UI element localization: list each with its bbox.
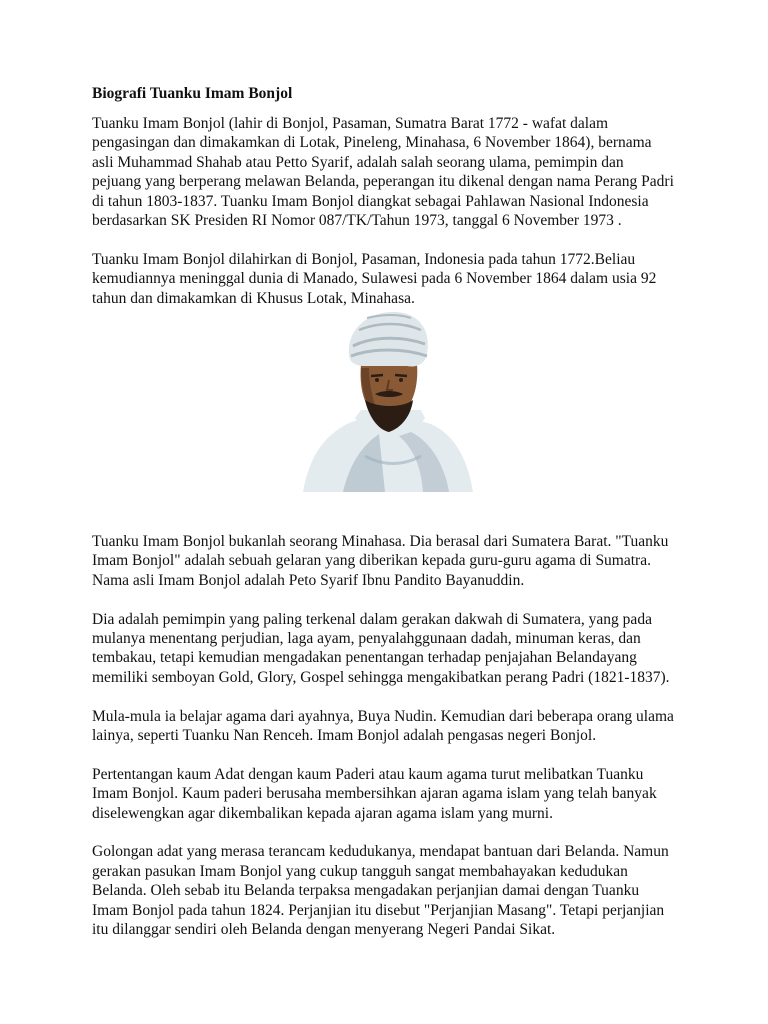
text-line: Dia adalah pemimpin yang paling terkenal dalam gerakan dakwah di Sumatera, yang pada bbox=[92, 610, 652, 628]
paragraph-5 bbox=[92, 707, 692, 746]
text-line: kemudiannya meninggal dunia di Manado, Sulawesi pada 6 November 1864 dalam usia 92 bbox=[92, 270, 657, 288]
portrait-illustration-icon bbox=[303, 306, 473, 492]
document-title: Biografi Tuanku Imam Bonjol bbox=[92, 85, 293, 102]
text-line: Tuanku Imam Bonjol bukanlah seorang Minahasa. Dia berasal dari Sumatera Barat. "Tuanku bbox=[92, 533, 669, 551]
text-line: Tuanku Imam Bonjol dilahirkan di Bonjol, Pasaman, Indonesia pada tahun 1772.Beliau bbox=[92, 250, 636, 268]
text-line: mulanya menentang perjudian, laga ayam, penyalahggunaan dadah, minuman keras, dan bbox=[92, 630, 641, 648]
text-line: gerakan pasukan Imam Bonjol yang cukup tangguh sangat membahayakan kedudukan bbox=[92, 862, 628, 880]
text-line: diselewengkan agar dikembalikan kepada ajaran agama islam yang murni. bbox=[92, 804, 553, 822]
paragraph-7 bbox=[92, 842, 692, 939]
text-line: Imam Bonjol. Kaum paderi berusaha membersihkan ajaran agama islam yang telah banyak bbox=[92, 785, 657, 803]
paragraph-3 bbox=[92, 532, 692, 590]
text-line: pejuang yang berperang melawan Belanda, peperangan itu dikenal dengan nama Perang Padri bbox=[92, 173, 674, 191]
text-line: berdasarkan SK Presiden RI Nomor 087/TK/Tahun 1973, tanggal 6 November 1973 . bbox=[92, 212, 622, 230]
paragraph-6 bbox=[92, 765, 692, 823]
portrait-image bbox=[303, 306, 473, 492]
text-line: lainya, seperti Tuanku Nan Renceh. Imam Bonjol adalah pengasas negeri Bonjol. bbox=[92, 727, 597, 745]
text-line: tahun dan dimakamkan di Khusus Lotak, Minahasa. bbox=[92, 289, 415, 307]
text-line: tembakau, tetapi kemudian mengadakan penentangan terhadap penjajahan Belandayang bbox=[92, 649, 637, 667]
text-line: Golongan adat yang merasa terancam kedudukanya, mendapat bantuan dari Belanda. Namun bbox=[92, 843, 669, 861]
text-line: Nama asli Imam Bonjol adalah Peto Syarif Ibnu Pandito Bayanuddin. bbox=[92, 571, 525, 589]
text-line: itu dilanggar sendiri oleh Belanda dengan menyerang Negeri Pandai Sikat. bbox=[92, 921, 556, 939]
text-line: di tahun 1803-1837. Tuanku Imam Bonjol diangkat sebagai Pahlawan Nasional Indonesia bbox=[92, 192, 649, 210]
text-line: Tuanku Imam Bonjol (lahir di Bonjol, Pasaman, Sumatra Barat 1772 - wafat dalam bbox=[92, 115, 609, 132]
text-line: pengasingan dan dimakamkan di Lotak, Pineleng, Minahasa, 6 November 1864), bernama bbox=[92, 134, 652, 152]
text-line: asli Muhammad Shahab atau Petto Syarif, adalah salah seorang ulama, pemimpin dan bbox=[92, 153, 624, 171]
text-line: Imam Bonjol pada tahun 1824. Perjanjian itu disebut "Perjanjian Masang". Tetapi perjanjian bbox=[92, 901, 665, 919]
text-line: Pertentangan kaum Adat dengan kaum Paderi atau kaum agama turut melibatkan Tuanku bbox=[92, 765, 644, 783]
text-line: Mula-mula ia belajar agama dari ayahnya, Buya Nudin. Kemudian dari beberapa orang ulama bbox=[92, 707, 674, 725]
text-line: Imam Bonjol" adalah sebuah gelaran yang diberikan kepada guru-guru agama di Sumatra. bbox=[92, 552, 651, 570]
paragraph-2 bbox=[92, 250, 692, 308]
text-line: memiliki semboyan Gold, Glory, Gospel sehingga mengakibatkan perang Padri (1821-1837). bbox=[92, 668, 670, 686]
text-line: Belanda. Oleh sebab itu Belanda terpaksa mengadakan perjanjian damai dengan Tuanku bbox=[92, 882, 640, 900]
paragraph-4 bbox=[92, 610, 692, 688]
paragraph-1 bbox=[92, 114, 692, 230]
document-page bbox=[92, 84, 692, 940]
